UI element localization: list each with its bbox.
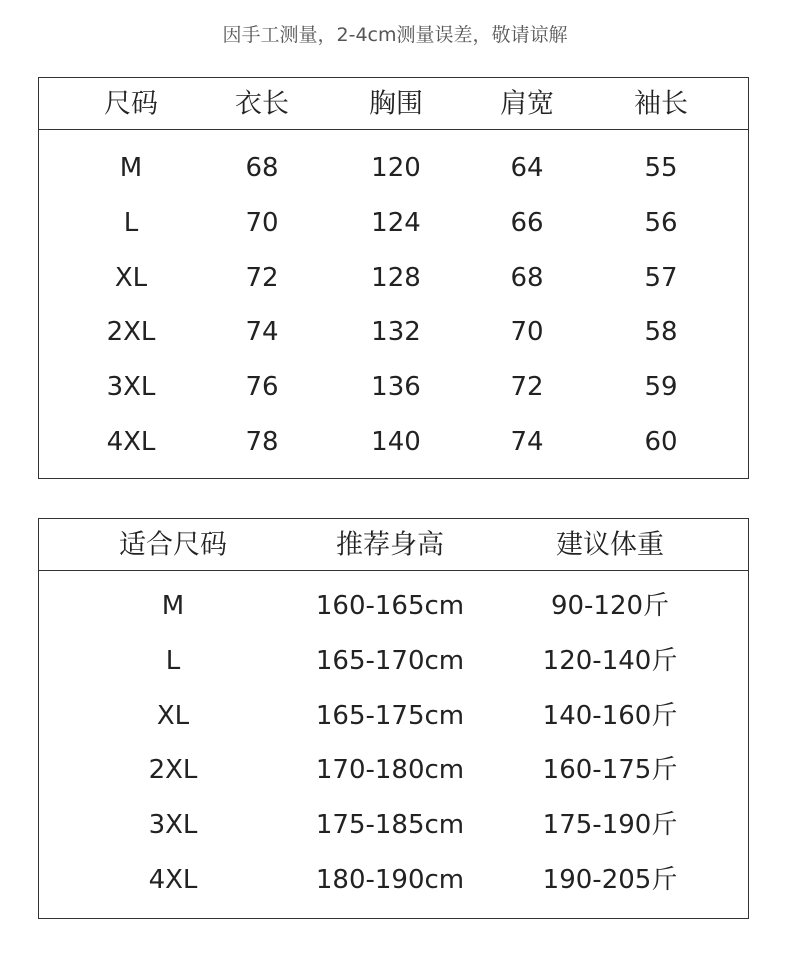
size-table-header <box>39 78 748 130</box>
table-cell: 170-180cm <box>315 755 465 786</box>
header-size: 尺码 <box>104 88 158 120</box>
table-cell: 140 <box>371 427 421 457</box>
table-cell: 59 <box>644 372 678 403</box>
header-fit-size: 适合尺码 <box>119 529 227 561</box>
table-cell: 68 <box>510 262 544 293</box>
header-weight: 建议体重 <box>556 529 664 561</box>
table-cell: L <box>165 645 181 676</box>
table-cell: 180-190cm <box>315 865 465 895</box>
table-cell: 140-160斤 <box>542 700 678 731</box>
header-length: 衣长 <box>235 88 289 120</box>
header-height: 推荐身高 <box>336 529 444 561</box>
measurement-note: 因手工测量，2-4cm测量误差，敬请谅解 <box>222 24 568 46</box>
header-sleeve: 袖长 <box>634 88 688 120</box>
table-cell: 165-170cm <box>315 645 465 676</box>
table-cell: 120 <box>371 153 421 183</box>
table-cell: 165-175cm <box>315 700 465 731</box>
table-cell: 70 <box>510 317 544 348</box>
table-cell: 70 <box>245 207 279 238</box>
fit-table <box>38 518 749 919</box>
table-cell: 120-140斤 <box>542 645 678 676</box>
size-table <box>38 77 749 479</box>
table-cell: 55 <box>644 153 678 183</box>
table-cell: XL <box>156 700 190 731</box>
header-shoulder: 肩宽 <box>500 88 554 120</box>
table-cell: 124 <box>371 207 421 238</box>
table-cell: 160-165cm <box>315 591 465 621</box>
table-cell: 175-190斤 <box>542 810 678 841</box>
table-cell: 74 <box>245 317 279 348</box>
table-cell: 74 <box>510 427 544 457</box>
table-cell: 57 <box>644 262 678 293</box>
table-cell: 66 <box>510 207 544 238</box>
table-cell: 56 <box>644 207 678 238</box>
table-cell: 72 <box>245 262 279 293</box>
table-cell: 58 <box>644 317 678 348</box>
header-chest: 胸围 <box>369 88 423 120</box>
table-cell: 68 <box>245 153 279 183</box>
table-cell: 60 <box>644 427 678 457</box>
table-cell: 72 <box>510 372 544 403</box>
table-cell: 128 <box>371 262 421 293</box>
table-cell: 175-185cm <box>315 810 465 841</box>
table-cell: 4XL <box>148 865 198 895</box>
table-cell: 64 <box>510 153 544 183</box>
table-cell: M <box>161 591 185 621</box>
table-cell: 76 <box>245 372 279 403</box>
table-cell: 136 <box>371 372 421 403</box>
table-cell: 90-120斤 <box>550 591 670 621</box>
table-cell: M <box>119 153 143 183</box>
fit-table-header <box>39 519 748 571</box>
table-cell: 3XL <box>148 810 198 841</box>
table-cell: 2XL <box>148 755 198 786</box>
table-cell: 4XL <box>106 427 156 457</box>
table-cell: 160-175斤 <box>542 755 678 786</box>
table-cell: L <box>123 207 139 238</box>
table-cell: 2XL <box>106 317 156 348</box>
table-cell: 3XL <box>106 372 156 403</box>
table-cell: XL <box>114 262 148 293</box>
table-cell: 190-205斤 <box>542 865 678 895</box>
table-cell: 78 <box>245 427 279 457</box>
table-cell: 132 <box>371 317 421 348</box>
